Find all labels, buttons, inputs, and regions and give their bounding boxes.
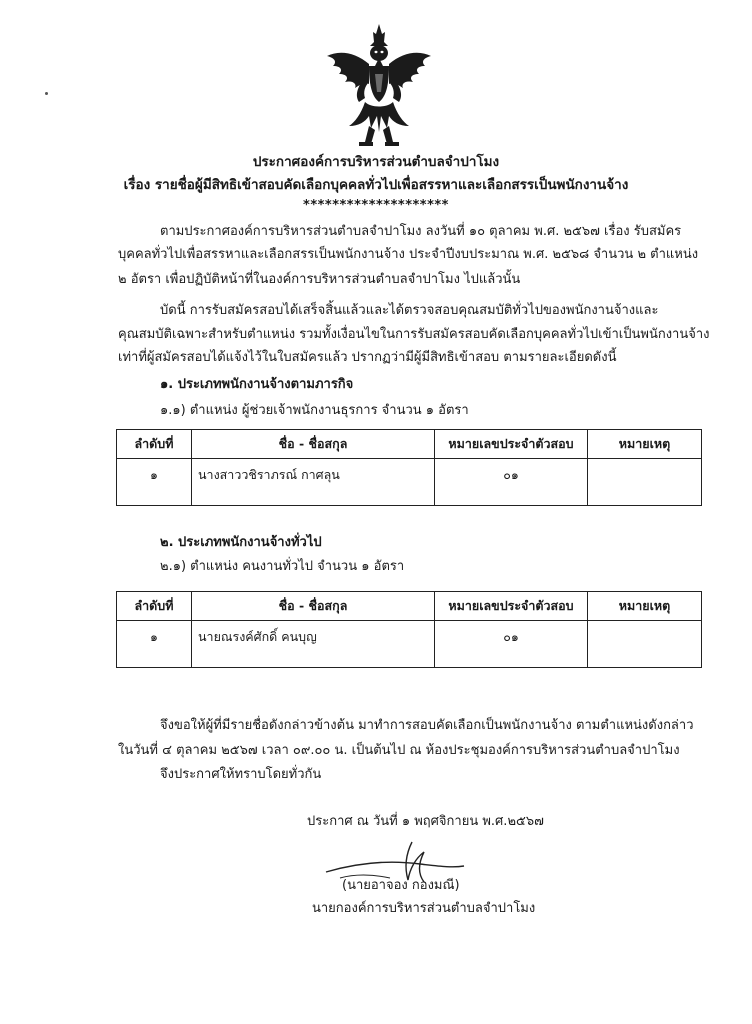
announcement-title: ประกาศองค์การบริหารส่วนตำบลจำปาโมง: [252, 154, 500, 170]
section-1-heading: ๑. ประเภทพนักงานจ้างตามภารกิจ: [160, 377, 354, 392]
garuda-emblem-icon: [325, 22, 433, 150]
col-remark-header: หมายเหตุ: [588, 430, 702, 459]
col-exam-no-header: หมายเลขประจำตัวสอบ: [435, 592, 588, 621]
intro-line-1: ตามประกาศองค์การบริหารส่วนตำบลจำปาโมง ลงวันที่ ๑๐ ตุลาคม พ.ศ. ๒๕๖๗ เรื่อง รับสมัคร: [160, 224, 682, 239]
announcement-subject: เรื่อง รายชื่อผู้มีสิทธิเข้าสอบคัดเลือกบุคคลทั่วไปเพื่อสรรหาและเลือกสรรเป็นพนักงานจ้าง: [123, 177, 629, 193]
table-header-row: [117, 592, 702, 621]
intro-line-2: บุคคลทั่วไปเพื่อสรรหาและเลือกสรรเป็นพนักงานจ้าง ประจำปีงบประมาณ พ.ศ. ๒๕๖๘ จำนวน ๒ ตำแหน่ง: [118, 247, 699, 262]
col-exam-no-header: หมายเลขประจำตัวสอบ: [435, 430, 588, 459]
row-name: นางสาววชิราภรณ์ กาศลุน: [192, 459, 435, 506]
col-name-header: ชื่อ - ชื่อสกุล: [192, 592, 435, 621]
table-row: [117, 621, 702, 668]
announcement-date: ประกาศ ณ วันที่ ๑ พฤศจิกายน พ.ศ.๒๕๖๗: [307, 814, 544, 829]
col-remark-header: หมายเหตุ: [588, 592, 702, 621]
row-remark: [588, 459, 702, 506]
row-exam-no: ๐๑: [435, 459, 588, 506]
col-order-header: ลำดับที่: [117, 592, 192, 621]
closing-line-2: ในวันที่ ๔ ตุลาคม ๒๕๖๗ เวลา ๐๙.๐๐ น. เป็นต้นไป ณ ห้องประชุมองค์การบริหารส่วนตำบลจำปาโมง: [118, 743, 680, 758]
row-order: ๑: [117, 621, 192, 668]
row-name: นายณรงค์ศักดิ์ คนบุญ: [192, 621, 435, 668]
section-1-table: [116, 429, 702, 506]
title-separator: ********************: [303, 198, 449, 213]
body-line-3: เท่าที่ผู้สมัครสอบได้แจ้งไว้ในใบสมัครแล้ว ปรากฏว่ามีผู้มีสิทธิเข้าสอบ ตามรายละเอียดดังนี้: [118, 350, 617, 365]
intro-line-3: ๒ อัตรา เพื่อปฏิบัติหน้าที่ในองค์การบริหารส่วนตำบลจำปาโมง ไปแล้วนั้น: [118, 272, 521, 287]
closing-line-1: จึงขอให้ผู้ที่มีรายชื่อดังกล่าวข้างต้น มาทำการสอบคัดเลือกเป็นพนักงานจ้าง ตามตำแหน่งดังกล่าว: [160, 718, 694, 733]
closing-line-3: จึงประกาศให้ทราบโดยทั่วกัน: [160, 767, 322, 782]
col-name-header: ชื่อ - ชื่อสกุล: [192, 430, 435, 459]
row-remark: [588, 621, 702, 668]
table-header-row: [117, 430, 702, 459]
scan-speck: [45, 92, 48, 95]
section-1-position: ๑.๑) ตำแหน่ง ผู้ช่วยเจ้าพนักงานธุรการ จำนวน ๑ อัตรา: [160, 403, 469, 418]
signer-name: (นายอาจอง กองมณี): [342, 878, 460, 893]
body-line-1: บัดนี้ การรับสมัครสอบได้เสร็จสิ้นแล้วและได้ตรวจสอบคุณสมบัติทั่วไปของพนักงานจ้างและ: [160, 303, 659, 318]
table-row: [117, 459, 702, 506]
section-2-table: [116, 591, 702, 668]
section-2-heading: ๒. ประเภทพนักงานจ้างทั่วไป: [160, 535, 322, 550]
row-order: ๑: [117, 459, 192, 506]
body-line-2: คุณสมบัติเฉพาะสำหรับตำแหน่ง รวมทั้งเงื่อนไขในการรับสมัครสอบคัดเลือกบุคคลทั่วไปเข้าเป็นพนักงานจ้าง: [118, 327, 710, 342]
row-exam-no: ๐๑: [435, 621, 588, 668]
col-order-header: ลำดับที่: [117, 430, 192, 459]
section-2-position: ๒.๑) ตำแหน่ง คนงานทั่วไป จำนวน ๑ อัตรา: [160, 559, 405, 574]
signer-title: นายกองค์การบริหารส่วนตำบลจำปาโมง: [312, 901, 536, 916]
